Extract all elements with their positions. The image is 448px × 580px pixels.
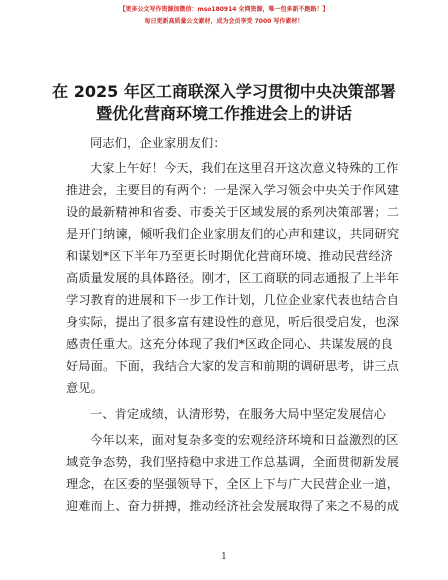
promo-banner-line-1: 【更多公文写作资源加微信：mso180914 全网资源，唯一包多新不跑路！】: [119, 6, 329, 13]
paragraph-line: 高质量发展的具体路径。刚才，区工商联的同志通报了上半年: [66, 271, 400, 285]
document-title-line-2: 暨优化营商环境工作推进会上的讲话: [95, 104, 352, 123]
paragraph-line: 今年以来，面对复杂多变的宏观经济环境和日益激烈的区: [90, 433, 399, 447]
paragraph-line: 身实际，提出了很多富有建设性的意见，听后很受启发，也深: [66, 315, 400, 329]
paragraph-line: 设的最新精神和省委、市委关于区域发展的系列决策部署；二: [66, 205, 400, 219]
paragraph-line: 域竞争态势，我们坚持稳中求进工作总基调，全面贯彻新发展: [66, 455, 400, 469]
document-title-line-1: 在 2025 年区工商联深入学习贯彻中央决策部署: [52, 82, 396, 101]
paragraph-line: 意见。: [66, 381, 104, 395]
salutation: 同志们，企业家朋友们：: [90, 136, 226, 150]
paragraph-line: 迎难而上、奋力拼搏，推动经济社会发展取得了来之不易的成: [66, 499, 400, 513]
page-number: 1: [221, 552, 227, 562]
paragraph-line: 好局面。下面，我结合大家的发言和前期的调研思考，讲三点: [66, 359, 400, 373]
paragraph-line: 推进会，主要目的有两个：一是深入学习领会中央关于作风建: [66, 183, 400, 197]
paragraph-line: 和谋划*区下半年乃至更长时期优化营商环境、推动民营经济: [66, 249, 394, 263]
paragraph-line: 理念，在区委的坚强领导下，全区上下与广大民营企业一道，: [66, 477, 400, 491]
section-heading: 一、肯定成绩，认清形势，在服务大局中坚定发展信心: [90, 407, 387, 421]
paragraph-line: 感责任重大。这充分体现了我们*区政企同心、共谋发展的良: [66, 337, 394, 351]
paragraph-line: 是开门纳谏，倾听我们企业家朋友们的心声和建议，共同研究: [66, 227, 400, 241]
paragraph-line: 大家上午好！今天，我们在这里召开这次意义特殊的工作: [90, 161, 399, 175]
paragraph-line: 学习教育的进展和下一步工作计划，几位企业家代表也结合自: [66, 293, 400, 307]
promo-banner-line-2: 每日更新高质量公文素材，成为会员享受 7000 写作素材！: [144, 18, 304, 25]
